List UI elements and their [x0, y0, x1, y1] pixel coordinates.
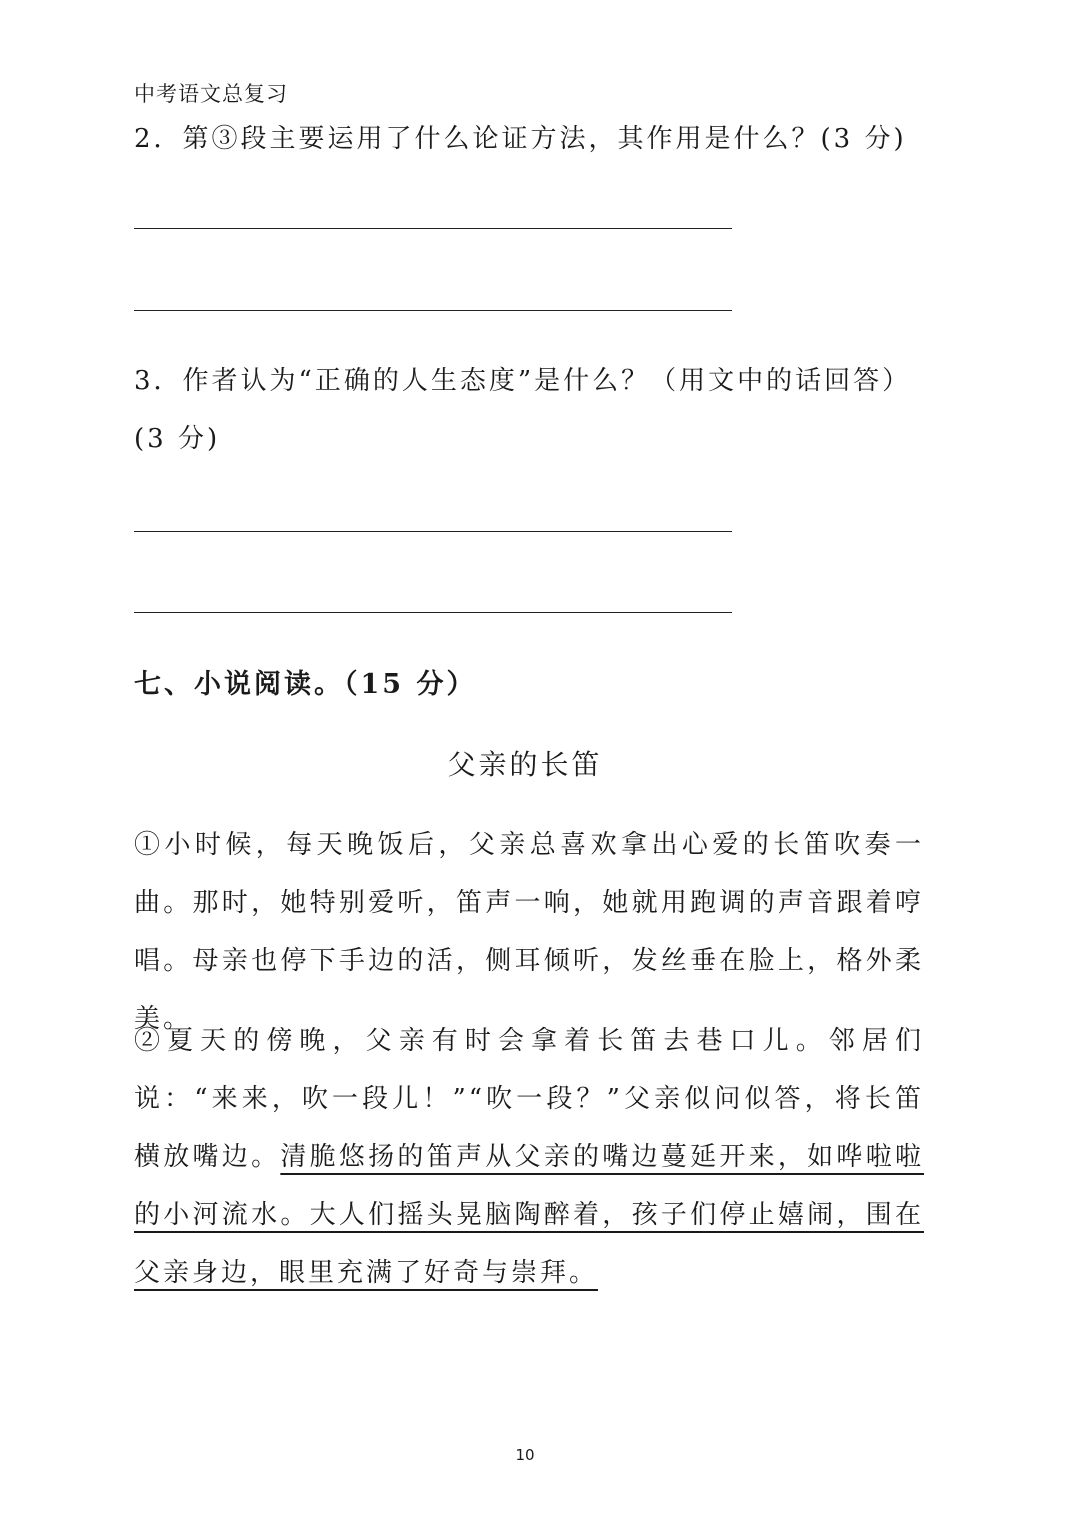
- page-number: 10: [515, 1446, 535, 1464]
- answer-line: [134, 310, 732, 311]
- answer-line: [134, 612, 732, 613]
- question-2: 2．第③段主要运用了什么论证方法，其作用是什么？(3 分): [134, 124, 907, 154]
- story-title: 父亲的长笛: [447, 748, 603, 781]
- section-title: 七、小说阅读。（15 分）: [134, 669, 477, 700]
- page-header: 中考语文总复习: [134, 82, 288, 106]
- paragraph-2-plain-text: ②夏天的傍晚，父亲有时会拿着长笛去巷口儿。邻居们说：“来来，吹一段儿！”“吹一段？”父亲似问似答，将长笛横放嘴边。: [134, 1026, 924, 1172]
- story-paragraph-1: ①小时候，每天晚饭后，父亲总喜欢拿出心爱的长笛吹奏一曲。那时，她特别爱听，笛声一响，她就用跑调的声音跟着哼唱。母亲也停下手边的活，侧耳倾听，发丝垂在脸上，格外柔美。: [134, 830, 924, 1034]
- story-paragraph-2: [134, 1012, 924, 1302]
- answer-line: [134, 531, 732, 532]
- question-3: 3．作者认为“正确的人生态度”是什么？（用文中的话回答）(3 分): [134, 366, 912, 454]
- paragraph-2-underlined-text: 清脆悠扬的笛声从父亲的嘴边蔓延开来，如哗啦啦的小河流水。大人们摇头晃脑陶醉着，孩子们停止嬉闹，围在父亲身边，眼里充满了好奇与崇拜。: [134, 1142, 924, 1288]
- answer-line: [134, 228, 732, 229]
